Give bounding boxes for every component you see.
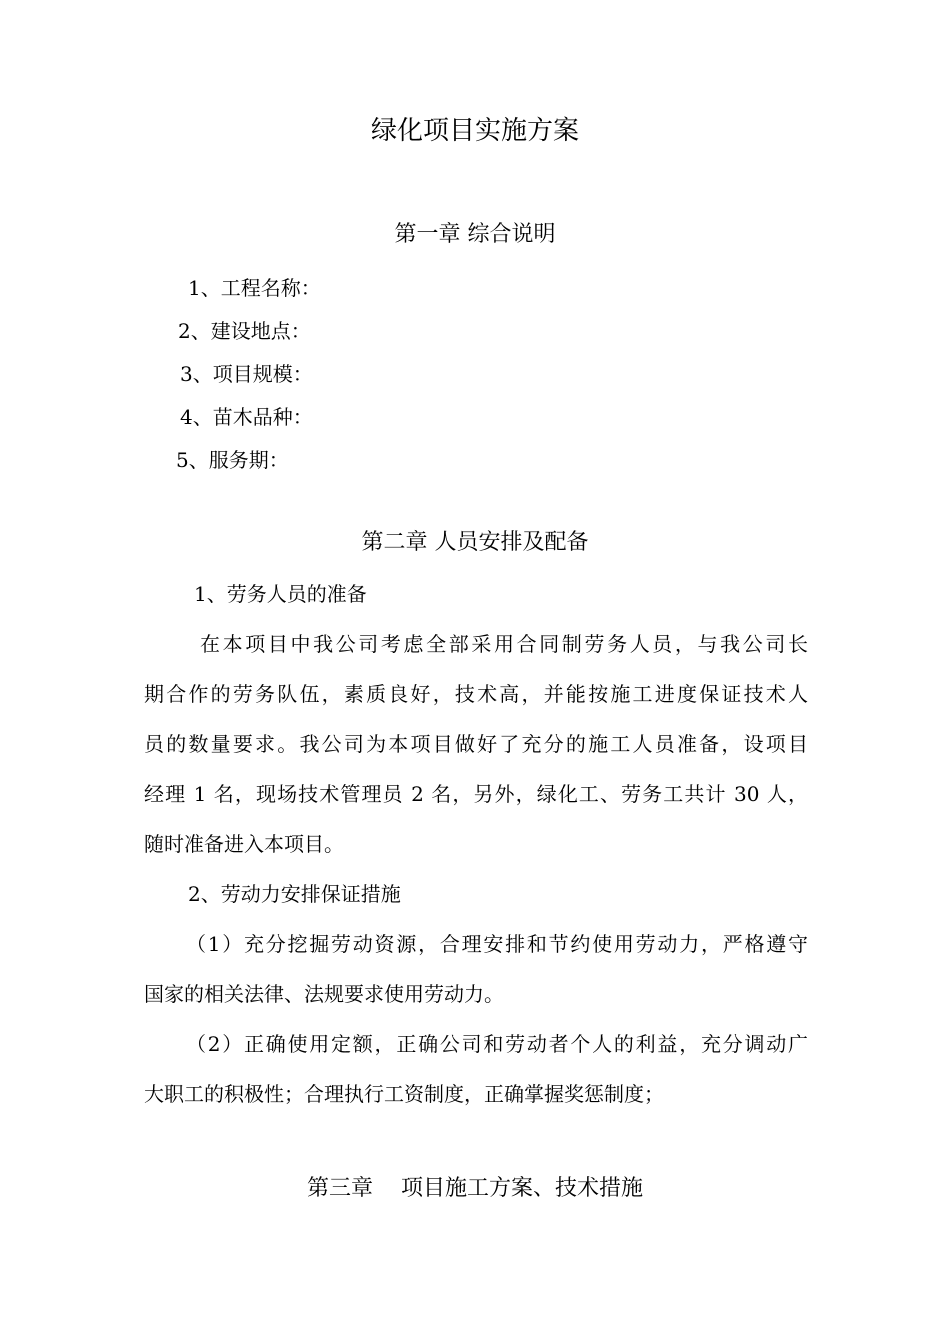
project-scale-item: 3、项目规模： <box>180 362 313 386</box>
measure-2-line: （2）正确使用定额，正确公司和劳动者个人的利益，充分调动广 <box>186 1032 808 1056</box>
measure-1-line: 国家的相关法律、法规要求使用劳动力。 <box>144 982 504 1006</box>
paragraph-line: 在本项目中我公司考虑全部采用合同制劳务人员，与我公司长 <box>200 632 808 656</box>
measure-2-line: 大职工的积极性；合理执行工资制度，正确掌握奖惩制度； <box>144 1082 664 1106</box>
chapter-3-heading: 第三章 项目施工方案、技术措施 <box>307 1176 643 1201</box>
paragraph-line: 随时准备进入本项目。 <box>144 832 344 856</box>
chapter-1-heading: 第一章 综合说明 <box>394 222 556 247</box>
construction-site-item: 2、建设地点： <box>178 319 311 343</box>
project-name-item: 1、工程名称： <box>188 276 321 300</box>
paragraph-line: 经理 1 名，现场技术管理员 2 名，另外，绿化工、劳务工共计 30 人， <box>144 782 808 806</box>
measure-1-line: （1）充分挖掘劳动资源，合理安排和节约使用劳动力，严格遵守 <box>186 932 808 956</box>
paragraph-line: 期合作的劳务队伍，素质良好，技术高，并能按施工进度保证技术人 <box>144 682 808 706</box>
service-period-item: 5、服务期： <box>176 448 289 472</box>
seedling-variety-item: 4、苗木品种： <box>180 405 313 429</box>
section-labor-measures-heading: 2、劳动力安排保证措施 <box>188 882 401 906</box>
paragraph-line: 员的数量要求。我公司为本项目做好了充分的施工人员准备，设项目 <box>144 732 808 756</box>
section-labor-preparation-heading: 1、劳务人员的准备 <box>194 582 367 606</box>
chapter-2-heading: 第二章 人员安排及配备 <box>361 530 589 555</box>
document-title: 绿化项目实施方案 <box>370 116 579 146</box>
